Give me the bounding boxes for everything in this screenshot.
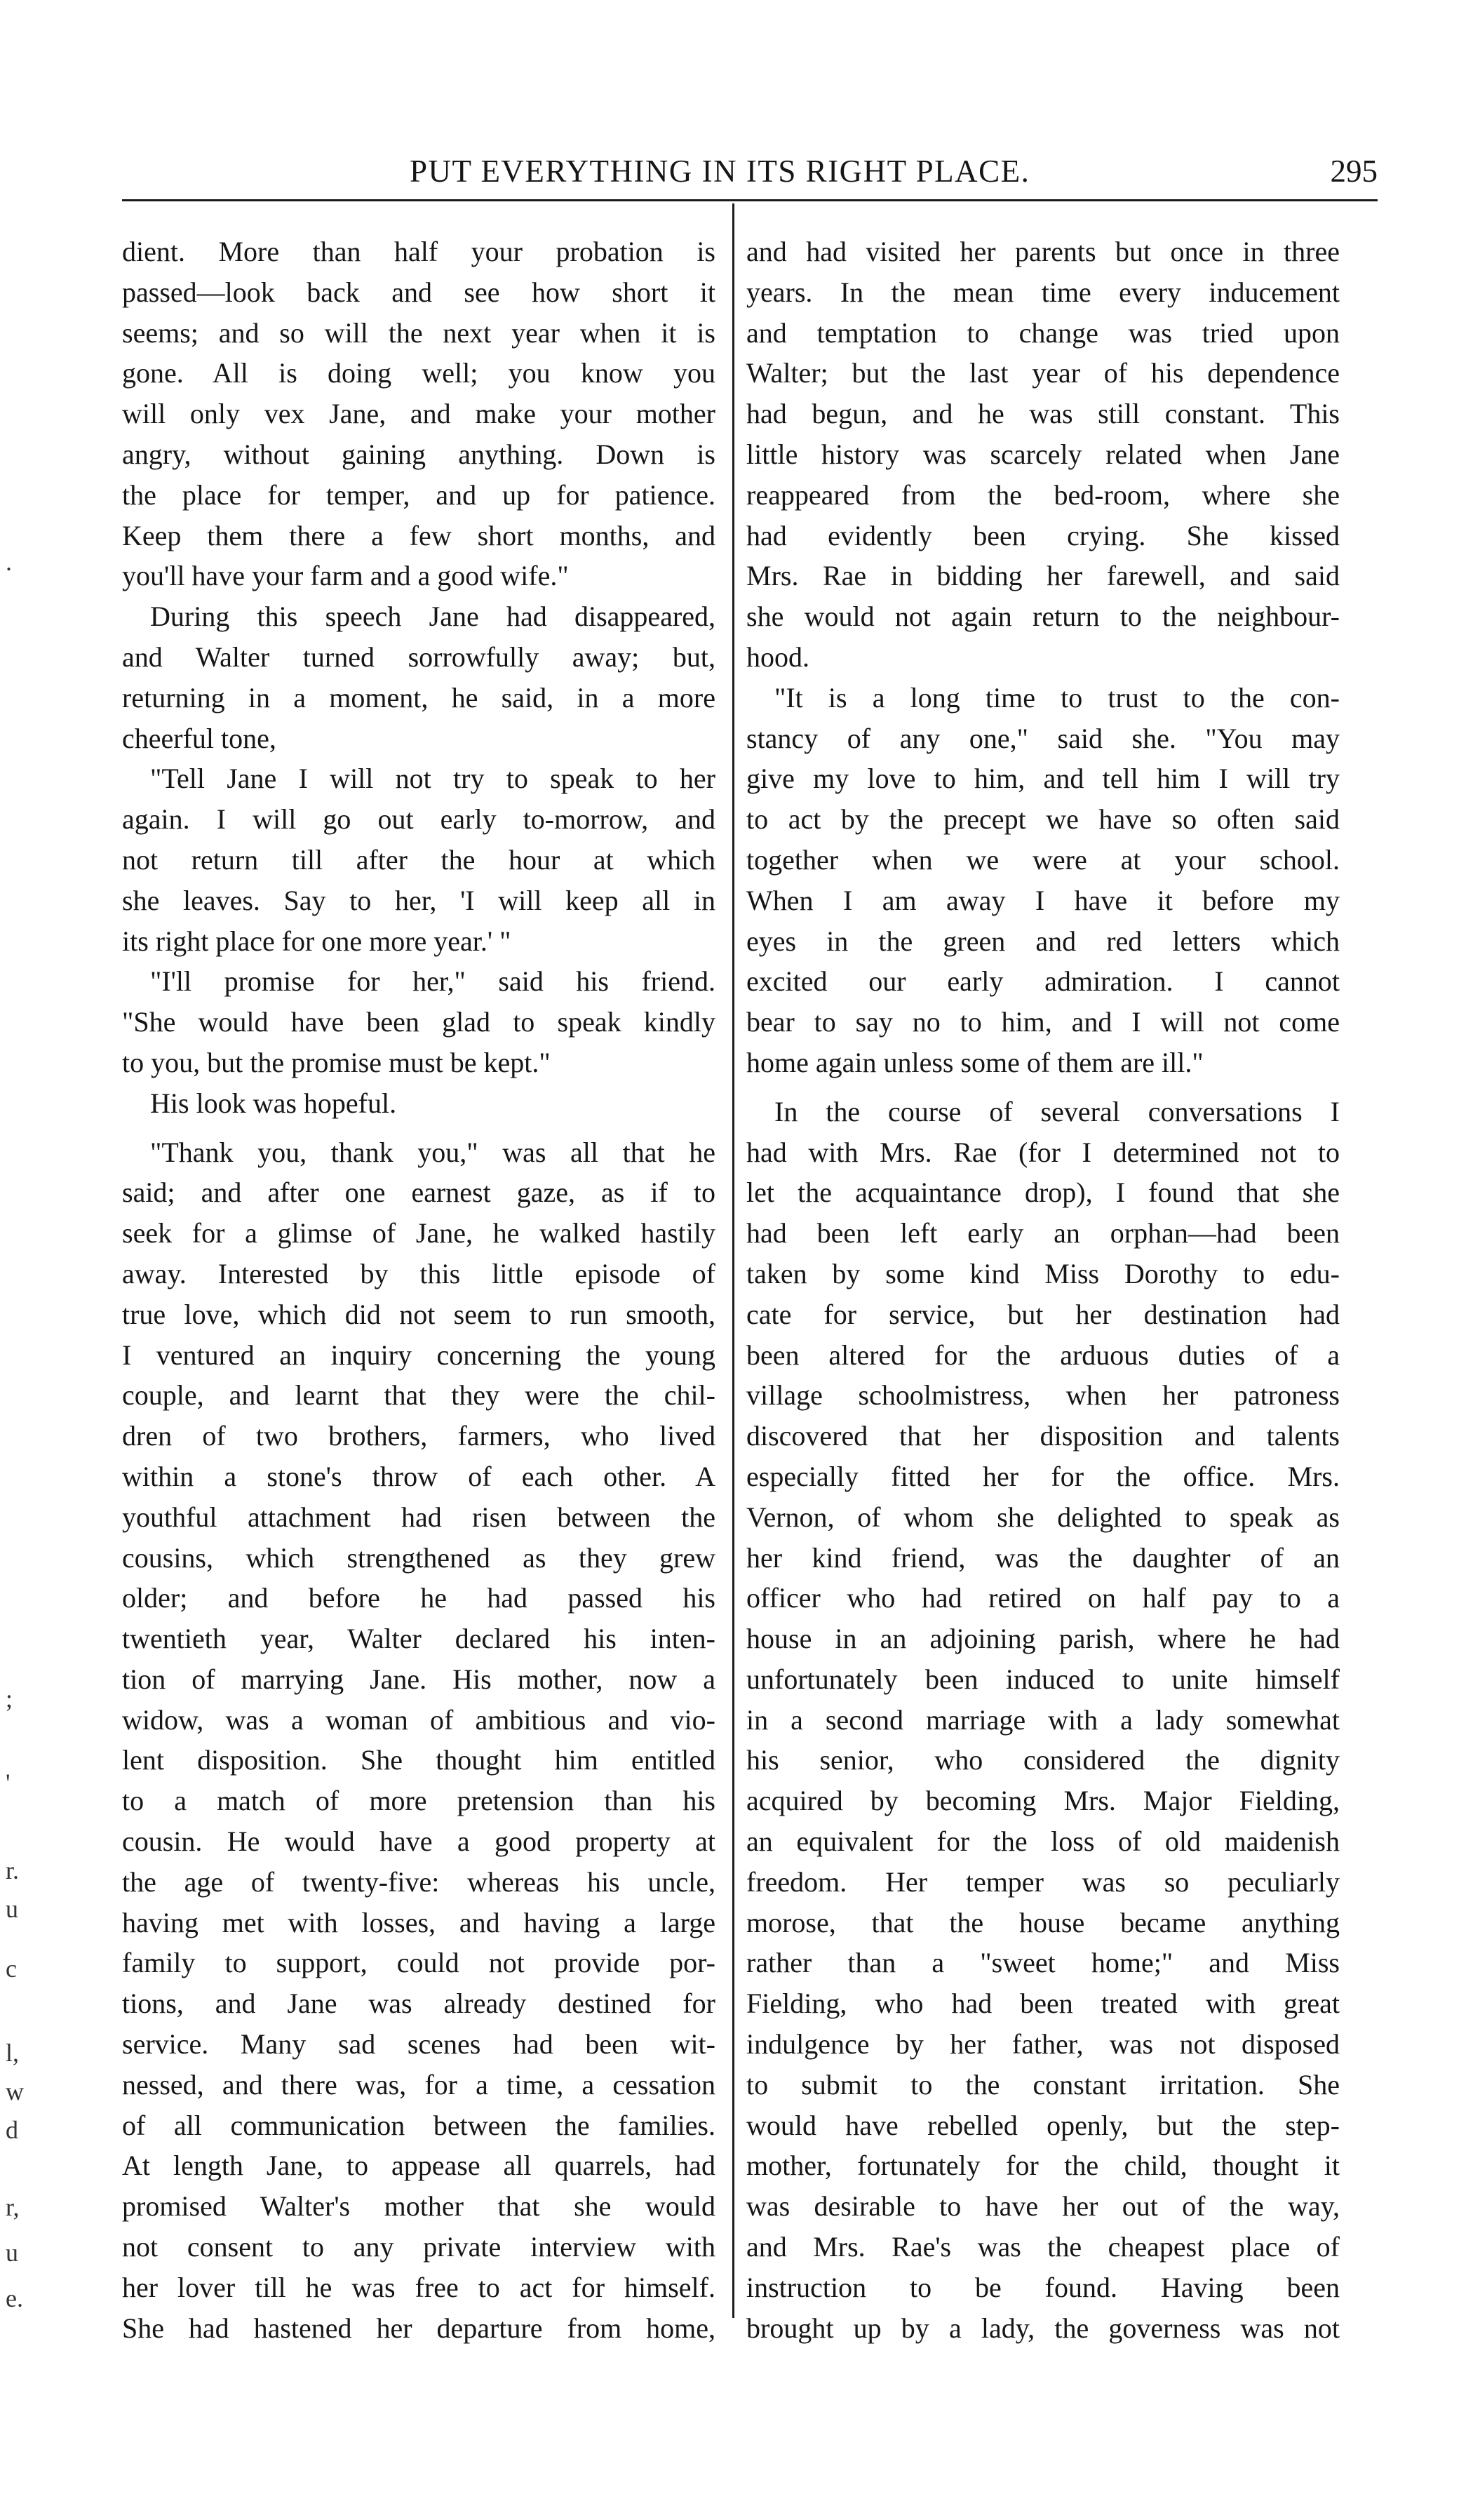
text-line: Fielding, who had been treated with great bbox=[746, 1988, 1340, 2020]
text-line: "Tell Jane I will not try to speak to her bbox=[150, 763, 715, 795]
margin-mark: u bbox=[6, 1895, 18, 1923]
text-line: gone. All is doing well; you know you bbox=[122, 357, 715, 389]
margin-mark: c bbox=[6, 1955, 17, 1983]
margin-mark: r. bbox=[6, 1856, 20, 1884]
text-line: At length Jane, to appease all quarrels, had bbox=[122, 2150, 715, 2182]
text-line: family to support, could not provide por- bbox=[122, 1947, 715, 1979]
text-line: reappeared from the bed-room, where she bbox=[746, 478, 1340, 511]
text-line: She had hastened her departure from home, bbox=[122, 2312, 715, 2344]
right-column bbox=[746, 232, 1340, 2348]
text-line: passed—look back and see how short it bbox=[122, 276, 715, 308]
text-line: lent disposition. She thought him entitled bbox=[122, 1744, 715, 1776]
text-line: discovered that her disposition and talents bbox=[746, 1420, 1340, 1452]
margin-mark: ; bbox=[6, 1684, 13, 1713]
text-line: had evidently been crying. She kissed bbox=[746, 519, 1340, 551]
text-line: unfortunately been induced to unite himself bbox=[746, 1663, 1340, 1695]
text-line: the place for temper, and up for patience. bbox=[122, 478, 715, 511]
text-line: seek for a glimse of Jane, he walked hastily bbox=[122, 1217, 715, 1249]
text-line: During this speech Jane had disappeared, bbox=[150, 601, 715, 633]
text-line: instruction to be found. Having been bbox=[746, 2271, 1340, 2303]
text-line: would have rebelled openly, but the step- bbox=[746, 2109, 1340, 2141]
page-number: 295 bbox=[1330, 154, 1378, 189]
text-line: brought up by a lady, the governess was not bbox=[746, 2312, 1340, 2344]
text-line: morose, that the house became anything bbox=[746, 1906, 1340, 1938]
text-line: home again unless some of them are ill." bbox=[746, 1046, 1204, 1078]
margin-mark: . bbox=[6, 548, 12, 576]
text-line: "I'll promise for her," said his friend. bbox=[150, 965, 715, 998]
margin-mark: l, bbox=[6, 2039, 20, 2067]
text-line: service. Many sad scenes had been wit- bbox=[122, 2028, 715, 2060]
text-line: and Mrs. Rae's was the cheapest place of bbox=[746, 2231, 1340, 2263]
text-line: In the course of several conversations I bbox=[774, 1095, 1340, 1127]
text-line: "It is a long time to trust to the con- bbox=[774, 681, 1340, 713]
text-line: had with Mrs. Rae (for I determined not to bbox=[746, 1136, 1340, 1168]
text-line: she leaves. Say to her, 'I will keep all in bbox=[122, 884, 715, 916]
text-line: together when we were at your school. bbox=[746, 843, 1340, 876]
text-line: His look was hopeful. bbox=[150, 1087, 397, 1119]
text-line: When I am away I have it before my bbox=[746, 884, 1340, 916]
text-line: rather than a "sweet home;" and Miss bbox=[746, 1947, 1340, 1979]
text-line: not consent to any private interview with bbox=[122, 2231, 715, 2263]
text-line: little history was scarcely related when Jane bbox=[746, 438, 1340, 470]
margin-mark: e. bbox=[6, 2284, 23, 2312]
text-line: freedom. Her temper was so peculiarly bbox=[746, 1865, 1340, 1898]
margin-mark: d bbox=[6, 2116, 18, 2144]
running-title: PUT EVERYTHING IN ITS RIGHT PLACE. bbox=[410, 154, 1030, 189]
text-line: tions, and Jane was already destined for bbox=[122, 1988, 715, 2020]
text-line: her lover till he was free to act for himself. bbox=[122, 2271, 715, 2303]
text-line: you'll have your farm and a good wife." bbox=[122, 560, 569, 592]
text-line: bear to say no to him, and I will not come bbox=[746, 1006, 1340, 1038]
text-line: and temptation to change was tried upon bbox=[746, 316, 1340, 349]
text-line: cousin. He would have a good property at bbox=[122, 1825, 715, 1858]
text-line: had begun, and he was still constant. This bbox=[746, 398, 1340, 430]
text-line: to you, but the promise must be kept." bbox=[122, 1046, 551, 1078]
text-line: couple, and learnt that they were the chil- bbox=[122, 1379, 715, 1412]
text-line: away. Interested by this little episode of bbox=[122, 1257, 715, 1289]
text-line: her kind friend, was the daughter of an bbox=[746, 1541, 1340, 1574]
text-line: Keep them there a few short months, and bbox=[122, 519, 715, 551]
text-line: had been left early an orphan—had been bbox=[746, 1217, 1340, 1249]
text-line: angry, without gaining anything. Down is bbox=[122, 438, 715, 470]
text-line: acquired by becoming Mrs. Major Fielding, bbox=[746, 1785, 1340, 1817]
text-line: promised Walter's mother that she would bbox=[122, 2190, 715, 2223]
header-rule bbox=[122, 199, 1378, 201]
text-line: older; and before he had passed his bbox=[122, 1582, 715, 1614]
column-rule bbox=[732, 203, 734, 2318]
text-line: Walter; but the last year of his dependence bbox=[746, 357, 1340, 389]
text-line: I ventured an inquiry concerning the young bbox=[122, 1339, 715, 1371]
margin-mark: u bbox=[6, 2239, 18, 2267]
text-line: years. In the mean time every inducement bbox=[746, 276, 1340, 308]
text-line: true love, which did not seem to run smooth, bbox=[122, 1298, 715, 1330]
text-line: "Thank you, thank you," was all that he bbox=[150, 1136, 715, 1168]
text-line: cheerful tone, bbox=[122, 722, 276, 754]
text-line: cate for service, but her destination had bbox=[746, 1298, 1340, 1330]
text-line: to submit to the constant irritation. She bbox=[746, 2068, 1340, 2100]
margin-mark: ' bbox=[6, 1769, 11, 1797]
margin-mark: r, bbox=[6, 2193, 20, 2221]
text-line: in a second marriage with a lady somewhat bbox=[746, 1703, 1340, 1736]
text-line: again. I will go out early to-morrow, and bbox=[122, 803, 715, 836]
text-line: will only vex Jane, and make your mother bbox=[122, 398, 715, 430]
text-line: within a stone's throw of each other. A bbox=[122, 1460, 715, 1492]
text-line: an equivalent for the loss of old maidenish bbox=[746, 1825, 1340, 1858]
text-line: hood. bbox=[746, 641, 809, 673]
text-line: and Walter turned sorrowfully away; but, bbox=[122, 641, 715, 673]
text-line: excited our early admiration. I cannot bbox=[746, 965, 1340, 998]
text-line: dient. More than half your probation is bbox=[122, 236, 715, 267]
text-line: village schoolmistress, when her patroness bbox=[746, 1379, 1340, 1412]
text-line: "She would have been glad to speak kindly bbox=[122, 1006, 715, 1038]
text-line: mother, fortunately for the child, thought it bbox=[746, 2150, 1340, 2182]
text-line: having met with losses, and having a large bbox=[122, 1906, 715, 1938]
text-line: Mrs. Rae in bidding her farewell, and said bbox=[746, 560, 1340, 592]
running-head bbox=[122, 153, 1378, 196]
text-line: nessed, and there was, for a time, a cessation bbox=[122, 2068, 715, 2100]
text-line: to act by the precept we have so often said bbox=[746, 803, 1340, 836]
text-line: Vernon, of whom she delighted to speak as bbox=[746, 1501, 1340, 1533]
text-line: eyes in the green and red letters which bbox=[746, 925, 1340, 957]
text-line: said; and after one earnest gaze, as if to bbox=[122, 1177, 715, 1209]
text-line: she would not again return to the neighbour- bbox=[746, 601, 1340, 633]
text-line: its right place for one more year.' " bbox=[122, 925, 511, 957]
text-line: youthful attachment had risen between the bbox=[122, 1501, 715, 1533]
text-line: and had visited her parents but once in three bbox=[746, 236, 1340, 267]
text-line: returning in a moment, he said, in a more bbox=[122, 681, 715, 713]
text-line: house in an adjoining parish, where he had bbox=[746, 1623, 1340, 1655]
text-line: taken by some kind Miss Dorothy to edu- bbox=[746, 1257, 1340, 1289]
text-line: especially fitted her for the office. Mrs. bbox=[746, 1460, 1340, 1492]
text-line: let the acquaintance drop), I found that she bbox=[746, 1177, 1340, 1209]
text-line: dren of two brothers, farmers, who lived bbox=[122, 1420, 715, 1452]
text-line: cousins, which strengthened as they grew bbox=[122, 1541, 715, 1574]
text-line: tion of marrying Jane. His mother, now a bbox=[122, 1663, 715, 1695]
text-line: was desirable to have her out of the way, bbox=[746, 2190, 1340, 2223]
text-line: the age of twenty-five: whereas his uncle, bbox=[122, 1865, 715, 1898]
text-line: give my love to him, and tell him I will try bbox=[746, 763, 1340, 795]
text-line: his senior, who considered the dignity bbox=[746, 1744, 1340, 1776]
left-column bbox=[122, 232, 715, 2348]
text-line: stancy of any one," said she. "You may bbox=[746, 722, 1340, 754]
text-line: widow, was a woman of ambitious and vio- bbox=[122, 1703, 715, 1736]
bleed-through-margin bbox=[0, 0, 42, 2520]
text-line: not return till after the hour at which bbox=[122, 843, 715, 876]
text-line: indulgence by her father, was not disposed bbox=[746, 2028, 1340, 2060]
text-line: to a match of more pretension than his bbox=[122, 1785, 715, 1817]
text-line: been altered for the arduous duties of a bbox=[746, 1339, 1340, 1371]
text-line: officer who had retired on half pay to a bbox=[746, 1582, 1340, 1614]
text-line: twentieth year, Walter declared his inten- bbox=[122, 1623, 715, 1655]
text-line: of all communication between the families. bbox=[122, 2109, 715, 2141]
text-line: seems; and so will the next year when it is bbox=[122, 316, 715, 349]
margin-mark: w bbox=[6, 2077, 24, 2105]
